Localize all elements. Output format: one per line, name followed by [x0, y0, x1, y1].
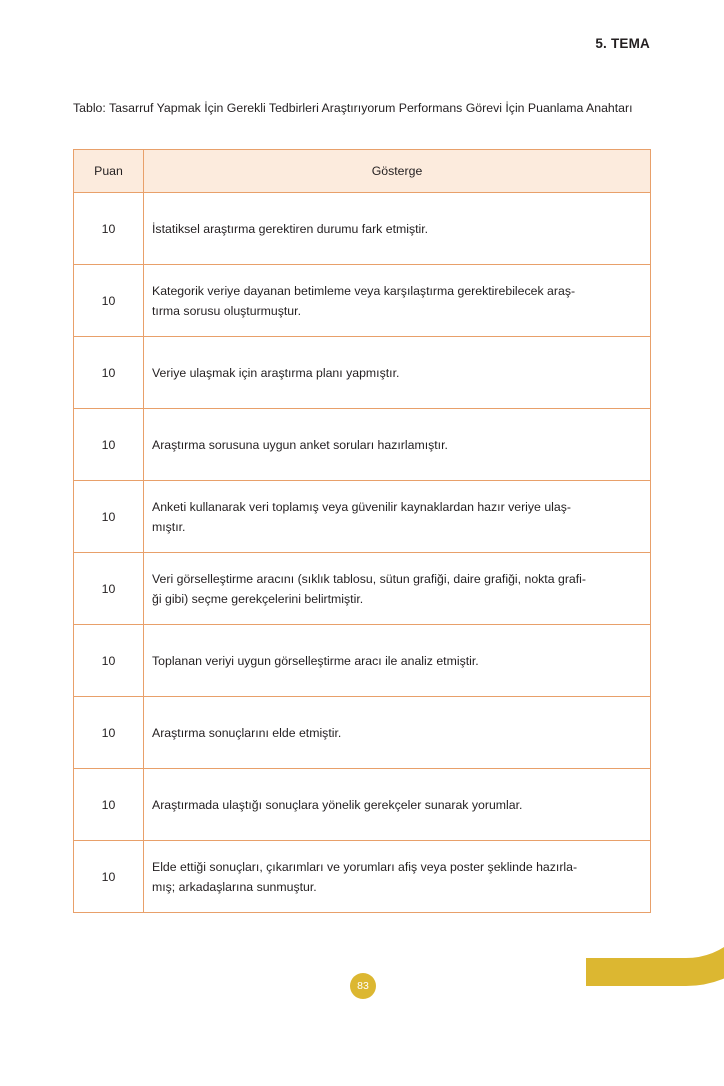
- score-cell: 10: [74, 193, 144, 265]
- scoring-rubric-table: [73, 149, 651, 913]
- indicator-line: tırma sorusu oluşturmuştur.: [152, 303, 301, 318]
- indicator-line: Veri görselleştirme aracını (sıklık tablosu, sütun grafiği, daire grafiği, nokta grafi-: [152, 571, 586, 586]
- score-cell: 10: [74, 553, 144, 625]
- score-cell: 10: [74, 409, 144, 481]
- table-row: [74, 409, 651, 481]
- corner-arc-decoration: [586, 886, 724, 1086]
- score-cell: 10: [74, 769, 144, 841]
- indicator-line: Anketi kullanarak veri toplamış veya güvenilir kaynaklardan hazır veriye ulaş-: [152, 499, 571, 514]
- indicator-line: Araştırma sonuçlarını elde etmiştir.: [152, 725, 342, 740]
- table-row: [74, 841, 651, 913]
- indicator-line: İstatiksel araştırma gerektiren durumu fark etmiştir.: [152, 221, 429, 236]
- score-cell: 10: [74, 841, 144, 913]
- table-row: [74, 193, 651, 265]
- table-row: [74, 769, 651, 841]
- table-row: [74, 337, 651, 409]
- indicator-cell: [144, 337, 651, 409]
- table-row: [74, 625, 651, 697]
- score-cell: 10: [74, 481, 144, 553]
- indicator-cell: [144, 409, 651, 481]
- score-cell: 10: [74, 625, 144, 697]
- indicator-line: Toplanan veriyi uygun görselleştirme aracı ile analiz etmiştir.: [152, 653, 479, 668]
- indicator-line: Araştırma sorusuna uygun anket soruları hazırlamıştır.: [152, 437, 448, 452]
- table-row: [74, 265, 651, 337]
- indicator-line: mıştır.: [152, 519, 186, 534]
- page-number-badge: 83: [350, 973, 376, 999]
- indicator-cell: [144, 265, 651, 337]
- indicator-line: Kategorik veriye dayanan betimleme veya karşılaştırma gerektirebilecek araş-: [152, 283, 576, 298]
- table-row: [74, 553, 651, 625]
- indicator-cell: [144, 553, 651, 625]
- column-header-indicator: Gösterge: [144, 150, 651, 193]
- indicator-line: Elde ettiği sonuçları, çıkarımları ve yorumları afiş veya poster şeklinde hazırla-: [152, 859, 578, 874]
- indicator-cell: [144, 841, 651, 913]
- table-caption: Tablo: Tasarruf Yapmak İçin Gerekli Tedbirleri Araştırıyorum Performans Görevi İçin Puanlama Anahtarı: [73, 101, 633, 115]
- score-cell: 10: [74, 697, 144, 769]
- score-cell: 10: [74, 265, 144, 337]
- indicator-cell: [144, 193, 651, 265]
- indicator-line: Araştırmada ulaştığı sonuçlara yönelik gerekçeler sunarak yorumlar.: [152, 797, 523, 812]
- indicator-cell: [144, 625, 651, 697]
- table-header-row: [74, 150, 651, 193]
- indicator-cell: [144, 697, 651, 769]
- table-body: [74, 193, 651, 913]
- indicator-line: Veriye ulaşmak için araştırma planı yapmıştır.: [152, 365, 400, 380]
- table-row: [74, 481, 651, 553]
- indicator-cell: [144, 769, 651, 841]
- theme-header: 5. TEMA: [595, 36, 650, 51]
- column-header-score: Puan: [74, 150, 144, 193]
- indicator-line: ği gibi) seçme gerekçelerini belirtmiştir.: [152, 591, 364, 606]
- indicator-line: mış; arkadaşlarına sunmuştur.: [152, 879, 317, 894]
- indicator-cell: [144, 481, 651, 553]
- score-cell: 10: [74, 337, 144, 409]
- table-row: [74, 697, 651, 769]
- table-header: [74, 150, 651, 193]
